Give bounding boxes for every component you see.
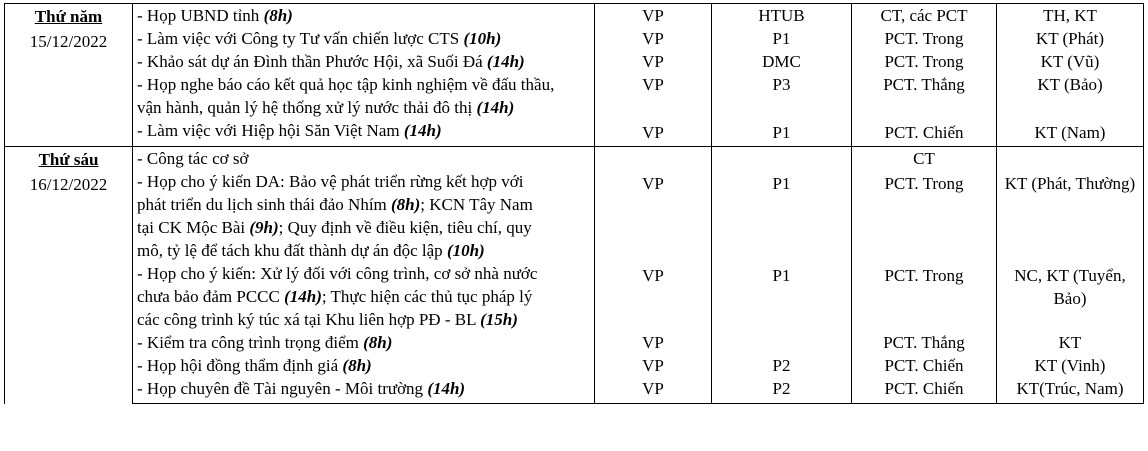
chair-cell: CT [852,147,997,171]
event-text: - Họp chuyên đề Tài nguyên - Môi trường [137,379,424,398]
room-cell [712,147,852,171]
table-row [5,170,1144,262]
event-content [133,331,595,354]
table-row [5,73,1144,119]
day-cell [5,147,133,404]
table-row [5,354,1144,377]
table-row [5,4,1144,28]
schedule-table [4,3,1144,404]
event-text-line: ; Quy định về điều kiện, tiêu chí, quy [278,218,532,237]
table-row [5,50,1144,73]
chair-cell: PCT. Thắng [852,73,997,119]
event-text-line: ; KCN Tây Nam [420,195,533,214]
event-content [133,4,595,28]
room-cell: P2 [712,377,852,404]
table-row [5,331,1144,354]
chair-cell: PCT. Trong [852,170,997,262]
event-time: (9h) [249,218,279,237]
chair-cell: PCT. Trong [852,27,997,50]
table-row [5,377,1144,404]
day-name: Thứ sáu [38,150,99,169]
chair-cell: PCT. Chiến [852,354,997,377]
event-time: (8h) [342,356,372,375]
event-text: - Kiểm tra công trình trọng điểm [137,333,359,352]
chair-cell: PCT. Trong [852,262,997,331]
event-content: - Công tác cơ sở [133,147,595,171]
room-cell: P1 [712,170,852,262]
location-cell: VP [595,331,712,354]
room-cell: P1 [712,119,852,147]
room-cell: P3 [712,73,852,119]
event-time: (14h) [427,379,466,398]
event-text-line: các công trình ký túc xá tại Khu liên hợp PĐ - BL [137,310,476,329]
event-text: - Họp UBND tỉnh [137,6,260,25]
participants-cell [997,147,1144,171]
table-row [5,119,1144,147]
participants-cell: KT(Trúc, Nam) [997,377,1144,404]
room-cell [712,331,852,354]
event-time: (10h) [463,29,502,48]
location-cell: VP [595,262,712,331]
participants-line: Bảo) [1053,289,1087,308]
event-content [133,262,595,331]
participants-cell: KT (Phát, Thường) [997,170,1144,262]
event-text: - Làm việc với Công ty Tư vấn chiến lược CTS [137,29,460,48]
table-row [5,262,1144,331]
event-time: (14h) [403,121,442,140]
room-cell: P1 [712,27,852,50]
event-text-line: tại CK Mộc Bài [137,218,246,237]
room-cell: HTUB [712,4,852,28]
day-date: 15/12/2022 [29,32,108,51]
event-time: (15h) [480,310,518,329]
participants-cell [997,262,1144,331]
event-text-line: - Họp cho ý kiến DA: Bảo vệ phát triển rừng kết hợp với [137,172,524,191]
event-text-line: phát triển du lịch sinh thái đảo Nhím [137,195,387,214]
event-content [133,377,595,404]
event-time: (8h) [363,333,393,352]
table-row [5,27,1144,50]
day-name: Thứ năm [34,7,103,26]
event-text: - Khảo sát dự án Đình thần Phước Hội, xã Suối Đá [137,52,483,71]
participants-line: NC, KT (Tuyển, [1014,266,1126,285]
event-content [133,27,595,50]
chair-cell: PCT. Chiến [852,119,997,147]
event-time: (8h) [391,195,421,214]
event-content [133,50,595,73]
event-text-line: mô, tỷ lệ để tách khu đất thành dự án độc lập [137,241,443,260]
location-cell: VP [595,73,712,119]
event-text-line: - Họp nghe báo cáo kết quả học tập kinh nghiệm về đấu thầu, [137,75,555,94]
location-cell [595,147,712,171]
location-cell: VP [595,170,712,262]
chair-cell: PCT. Chiến [852,377,997,404]
chair-cell: PCT. Trong [852,50,997,73]
event-content [133,73,595,119]
participants-cell: KT (Vinh) [997,354,1144,377]
location-cell: VP [595,377,712,404]
event-text-line: ; Thực hiện các thủ tục pháp lý [321,287,533,306]
event-text: - Họp hội đồng thẩm định giá [137,356,339,375]
location-cell: VP [595,4,712,28]
event-time: (14h) [476,98,515,117]
participants-cell: KT (Vũ) [997,50,1144,73]
event-time: (14h) [284,287,322,306]
participants-cell: KT (Nam) [997,119,1144,147]
participants-cell: KT [997,331,1144,354]
location-cell: VP [595,27,712,50]
location-cell: VP [595,354,712,377]
event-time: (8h) [263,6,293,25]
event-text-line: chưa bảo đảm PCCC [137,287,280,306]
event-content [133,119,595,147]
room-cell: DMC [712,50,852,73]
event-time: (14h) [486,52,525,71]
event-text-line: - Họp cho ý kiến: Xử lý đối với công trình, cơ sở nhà nước [137,264,538,283]
event-content [133,354,595,377]
day-date: 16/12/2022 [29,175,108,194]
room-cell: P2 [712,354,852,377]
event-text-line: vận hành, quản lý hệ thống xử lý nước thải đô thị [137,98,473,117]
chair-cell: CT, các PCT [852,4,997,28]
day-cell [5,4,133,147]
participants-cell: KT (Bảo) [997,73,1144,119]
chair-cell: PCT. Thắng [852,331,997,354]
event-content [133,170,595,262]
event-text: - Làm việc với Hiệp hội Săn Việt Nam [137,121,400,140]
room-cell: P1 [712,262,852,331]
participants-cell: TH, KT [997,4,1144,28]
table-row [5,147,1144,171]
location-cell: VP [595,119,712,147]
location-cell: VP [595,50,712,73]
event-time: (10h) [446,241,485,260]
participants-cell: KT (Phát) [997,27,1144,50]
